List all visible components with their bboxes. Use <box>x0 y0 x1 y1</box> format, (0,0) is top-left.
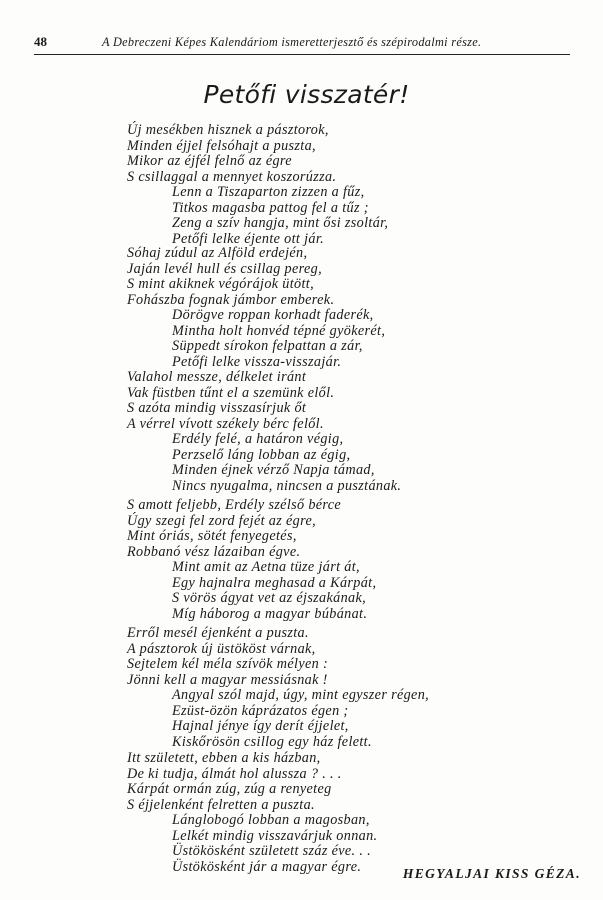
poem-line: Titkos magasba pattog fel a tűz ; <box>172 199 369 216</box>
poem-line: Kiskőrösön csillog egy ház felett. <box>172 733 372 750</box>
poem-line: Ezüst-özön káprázatos égen ; <box>172 702 349 719</box>
poem-line: Új mesékben hisznek a pásztorok, <box>127 122 329 138</box>
poem-line: A pásztorok új üstököst várnak, <box>127 640 316 657</box>
poem-line: Míg háborog a magyar búbánat. <box>172 605 368 622</box>
poem-line: Mikor az éjfél felnő az égre <box>127 153 292 169</box>
poem-line: Valahol messze, délkelet iránt <box>127 369 307 385</box>
poem-line: Petőfi lelke éjente ott jár. <box>172 230 325 247</box>
poem-line: Vak füstben tűnt el a szemünk elől. <box>127 384 335 401</box>
poem-line: Mintha holt honvéd tépné gyökerét, <box>172 322 386 339</box>
poem-line: A vérrel vívott székely bérc felől. <box>127 415 324 432</box>
poem-title: Petőfi visszatér! <box>203 80 410 109</box>
poem-line: Petőfi lelke vissza-visszajár. <box>172 353 342 370</box>
running-header <box>34 34 570 55</box>
poem-line: Jaján levél hull és csillag pereg, <box>127 260 322 277</box>
poem-line: Erről mesél éjenként a puszta. <box>127 625 309 641</box>
poem-line: Mint amit az Aetna tüze járt át, <box>172 559 360 575</box>
poem-line: Sejtelem kél méla szívök mélyen : <box>127 656 329 672</box>
poem-line: Lánglobogó lobban a magosban, <box>172 812 370 828</box>
poem-line: S azóta mindig visszasírjuk őt <box>127 400 307 416</box>
poem-line: Úgy szegi fel zord fejét az égre, <box>127 512 316 529</box>
poem-line: Minden éjnek vérző Napja támad, <box>172 462 375 478</box>
poem-line: De ki tudja, álmát hol alussza ? . . . <box>127 765 342 782</box>
page-number: 48 <box>34 34 47 49</box>
poem-line: Jönni kell a magyar messiásnak ! <box>127 671 328 688</box>
poem-line: Robbanó vész lázaiban égve. <box>127 543 301 560</box>
poem-line: Minden éjjel felsóhajt a puszta, <box>127 137 316 154</box>
poem-line: Egy hajnalra meghasad a Kárpát, <box>172 574 377 591</box>
running-title: A Debreczeni Képes Kalendáriom ismeretterjesztő és szépirodalmi része. <box>102 35 482 49</box>
poem-line: Mint óriás, sötét fenyegetés, <box>127 528 297 544</box>
poem-line: Fohászba fognak jámbor emberek. <box>127 291 335 308</box>
poem-line: Üstökösként jár a magyar égre. <box>172 858 362 875</box>
poem-line: Lenn a Tiszaparton zizzen a fűz, <box>172 184 365 200</box>
poem-line: Dörögve roppan korhadt faderék, <box>172 307 374 323</box>
poem-line: Angyal szól majd, úgy, mint egyszer régen, <box>172 687 430 703</box>
poem-line: Üstökösként született száz éve. . . <box>172 843 372 859</box>
poem-line: Lelkét mindig visszavárjuk onnan. <box>172 827 378 844</box>
poem-line: Süppedt sírokon felpattan a zár, <box>172 338 363 354</box>
poem-line: Nincs nyugalma, nincsen a pusztának. <box>172 477 402 494</box>
poem-line: Perzselő láng lobban az égig, <box>172 446 351 463</box>
author-signature: HEGYALJAI KISS GÉZA. <box>402 866 581 881</box>
poem-line: S éjjelenként felretten a puszta. <box>127 796 315 813</box>
poem-line: Zeng a szív hangja, mint ősi zsoltár, <box>172 215 389 231</box>
poem-line: S vörös ágyat vet az éjszakának, <box>172 590 367 606</box>
poem-line: Kárpát ormán zúg, zúg a renyeteg <box>127 781 332 797</box>
poem-line: S amott feljebb, Erdély szélső bérce <box>127 497 342 513</box>
poem-line: Erdély felé, a határon végig, <box>172 431 344 447</box>
poem-line: Itt született, ebben a kis házban, <box>127 750 321 766</box>
poem-line: Hajnal jénye így derít éjjelet, <box>172 718 349 734</box>
poem-line: S csillaggal a mennyet koszorúzza. <box>127 168 337 185</box>
poem-line: S mint akiknek végórájok ütött, <box>127 276 314 292</box>
poem-line: Sóhaj zúdul az Alföld erdején, <box>127 245 308 261</box>
